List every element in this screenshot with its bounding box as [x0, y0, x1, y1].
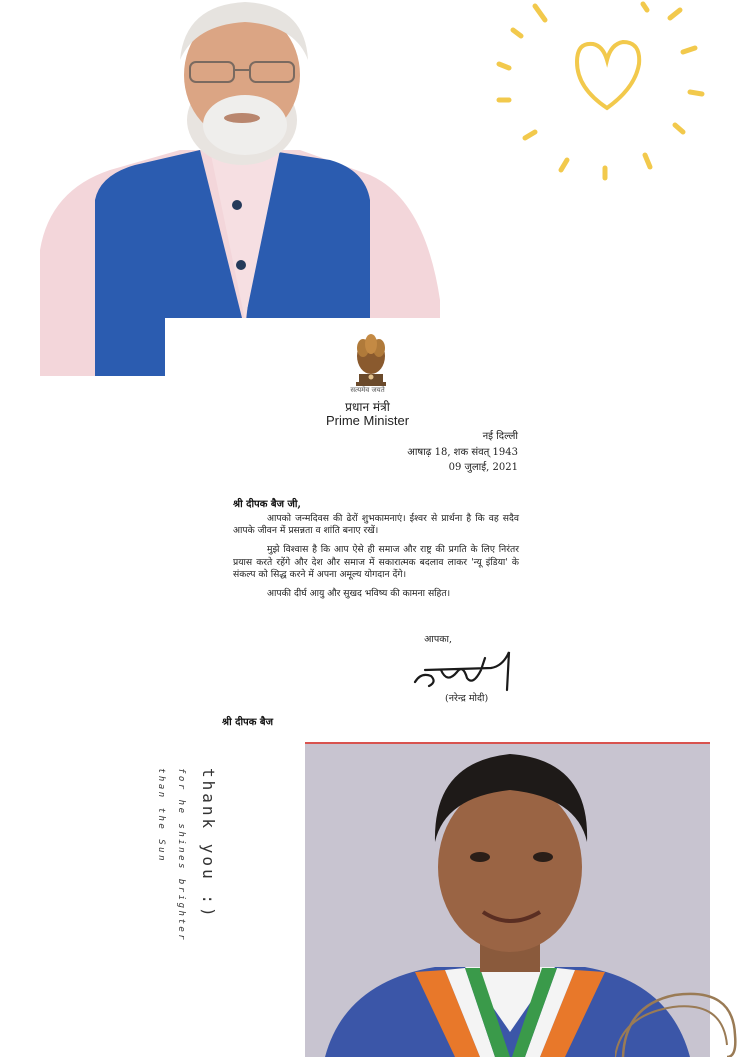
paragraph: आपकी दीर्घ आयु और सुखद भविष्य की कामना सहित। — [267, 588, 451, 600]
thank-you-note: thank you :) — [199, 768, 218, 920]
recipient: श्री दीपक बैज — [222, 717, 274, 728]
sun-heart-doodle — [495, 0, 715, 190]
paragraph: आपको जन्मदिवस की ढेरों शुभकामनाएं। ईश्वर से प्रार्थना है कि वह सदैव आपके जीवन में प्रसन्नता व शांति बनाए रखें। — [233, 513, 519, 537]
national-emblem-icon — [351, 330, 391, 388]
place: नई दिल्ली — [482, 431, 518, 442]
letter — [165, 318, 570, 718]
note-line-2: than the Sun — [156, 768, 166, 864]
swirl-doodle — [615, 985, 740, 1057]
office-title-english: Prime Minister — [325, 413, 410, 428]
closing: आपका, — [424, 634, 452, 645]
office-title-hindi: प्रधान मंत्री — [345, 400, 390, 414]
signer-name: (नरेन्द्र मोदी) — [445, 693, 489, 704]
salutation: श्री दीपक बैज जी, — [233, 499, 301, 510]
letter-body — [233, 513, 519, 607]
date: 09 जुलाई, 2021 — [448, 462, 518, 473]
signature — [411, 646, 517, 694]
emblem-motto: सत्यमेव जयते — [350, 386, 385, 394]
letter-dateline — [407, 429, 518, 476]
hindi-date: आषाढ़ 18, शक संवत् 1943 — [407, 446, 518, 458]
note-line-1: for he shines brighter — [176, 768, 186, 943]
paragraph: मुझे विश्वास है कि आप ऐसे ही समाज और राष्ट्र की प्रगति के लिए निरंतर प्रयास करते रहेंगे और देश और समाज में सकारात्मक बदलाव लाकर 'न्यू इंडिया' के संकल्प को सिद्ध करने में अपना अमूल्य योगदान देंगे। — [233, 544, 519, 580]
